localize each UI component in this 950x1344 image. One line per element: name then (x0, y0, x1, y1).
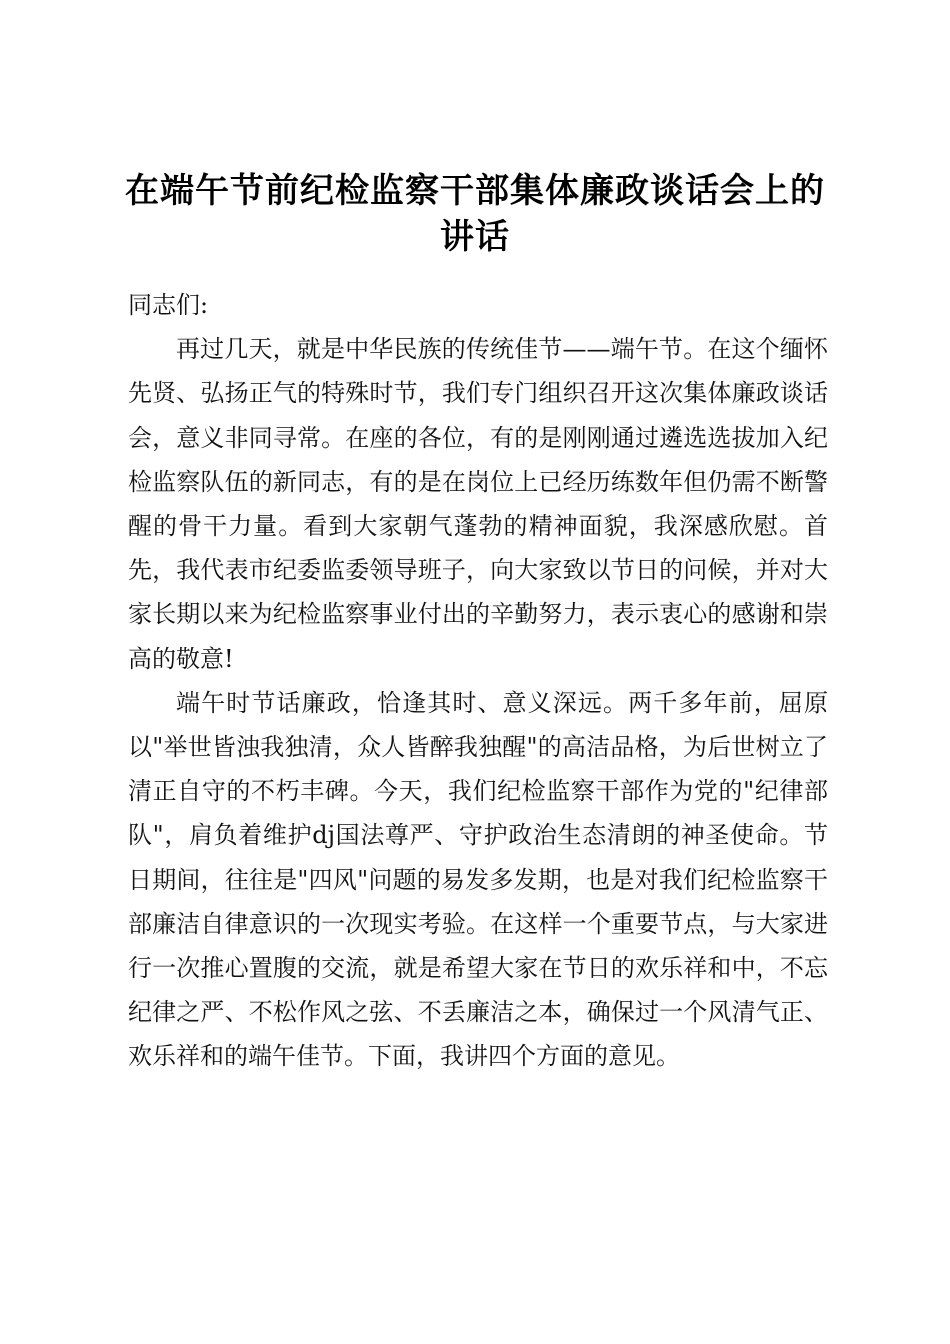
salutation: 同志们: (128, 291, 209, 319)
document-body (128, 283, 828, 1079)
document-title: 在端午节前纪检监察干部集体廉政谈话会上的讲话 (125, 171, 825, 257)
paragraph-1: 再过几天，就是中华民族的传统佳节——端午节。在这个缅怀先贤、弘扬正气的特殊时节，我们专门组织召开这次集体廉政谈话会，意义非同寻常。在座的各位，有的是刚刚通过遴选选拔加入纪检监察队伍的新同志，有的是在岗位上已经历练数年但仍需不断警醒的骨干力量。看到大家朝气蓬勃的精神面貌，我深感欣慰。首先，我代表市纪委监委领导班子，向大家致以节日的问候，并对大家长期以来为纪检监察事业付出的辛勤努力，表示衷心的感谢和崇高的敬意! (128, 335, 828, 673)
paragraph-2: 端午时节话廉政，恰逢其时、意义深远。两千多年前，屈原以"举世皆浊我独清，众人皆醉我独醒"的高洁品格，为后世树立了清正自守的不朽丰碑。今天，我们纪检监察干部作为党的"纪律部队"，肩负着维护dj国法尊严、守护政治生态清朗的神圣使命。节日期间，往往是"四风"问题的易发多发期，也是对我们纪检监察干部廉洁自律意识的一次现实考验。在这样一个重要节点，与大家进行一次推心置腹的交流，就是希望大家在节日的欢乐祥和中，不忘纪律之严、不松作风之弦、不丢廉洁之本，确保过一个风清气正、欢乐祥和的端午佳节。下面，我讲四个方面的意见。 (128, 688, 828, 1071)
